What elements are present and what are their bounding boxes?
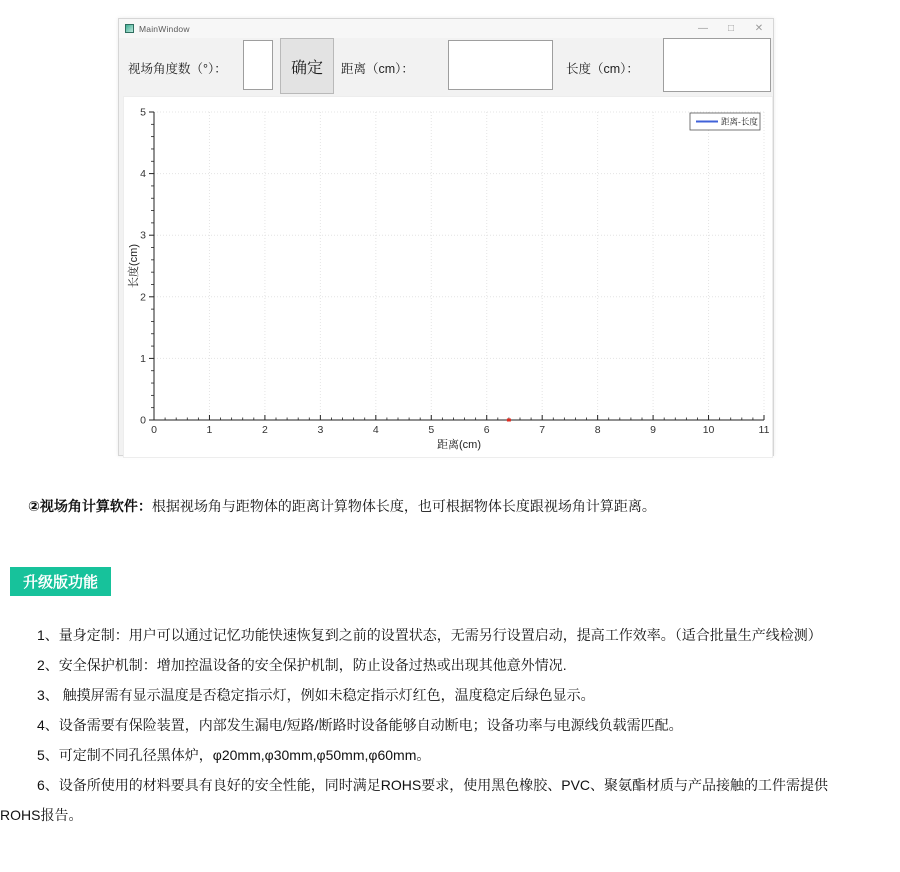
minimize-button[interactable]: — <box>698 23 708 34</box>
svg-text:6: 6 <box>483 424 490 436</box>
software-description <box>28 496 888 516</box>
svg-text:10: 10 <box>702 424 715 436</box>
maximize-button[interactable]: □ <box>727 23 735 34</box>
description-body: 根据视场角与距物体的距离计算物体长度，也可根据物体长度跟视场角计算距离。 <box>151 498 656 514</box>
feature-list <box>0 620 848 830</box>
length-label: 长度（cm）： <box>566 62 639 76</box>
upgraded-features-badge: 升级版功能 <box>10 567 111 596</box>
svg-text:长度(cm): 长度(cm) <box>128 244 140 288</box>
svg-text:5: 5 <box>140 106 146 119</box>
svg-text:7: 7 <box>539 424 546 436</box>
feature-item: 4、设备需要有保险装置，内部发生漏电/短路/断路时设备能够自动断电；设备功率与电源线负载需匹配。 <box>37 717 683 733</box>
feature-item: 3、 触摸屏需有显示温度是否稳定指示灯，例如未稳定指示灯红色，温度稳定后绿色显示。 <box>37 687 595 703</box>
svg-text:4: 4 <box>372 424 379 436</box>
titlebar[interactable] <box>119 19 773 38</box>
svg-text:9: 9 <box>650 424 657 436</box>
fov-label: 视场角度数（°）： <box>128 62 227 76</box>
svg-text:1: 1 <box>140 352 146 365</box>
feature-item: 1、量身定制：用户可以通过记忆功能快速恢复到之前的设置状态，无需另行设置启动，提高工作效率。（适合批量生产线检测） <box>37 627 822 643</box>
description-lead: ②视场角计算软件： <box>28 498 152 514</box>
feature-item: 2、安全保护机制：增加控温设备的安全保护机制，防止设备过热或出现其他意外情况. <box>37 657 567 673</box>
distance-label: 距离（cm）： <box>341 62 414 76</box>
svg-text:8: 8 <box>594 424 601 436</box>
svg-text:距离(cm): 距离(cm) <box>437 439 481 451</box>
close-button[interactable]: ✕ <box>754 23 764 34</box>
svg-text:0: 0 <box>140 414 146 427</box>
svg-text:0: 0 <box>151 424 157 436</box>
feature-item: 5、可定制不同孔径黑体炉，φ20mm,φ30mm,φ50mm,φ60mm。 <box>37 747 431 763</box>
svg-text:3: 3 <box>140 229 146 242</box>
svg-text:5: 5 <box>428 424 435 436</box>
window-controls <box>689 19 773 38</box>
chart-legend <box>690 113 760 130</box>
svg-text:距离-长度: 距离-长度 <box>721 116 758 127</box>
fov-input[interactable] <box>243 40 273 90</box>
confirm-button[interactable]: 确定 <box>280 38 334 94</box>
svg-text:4: 4 <box>140 168 146 181</box>
main-window <box>118 18 774 456</box>
distance-length-chart <box>123 96 773 458</box>
window-title: MainWindow <box>139 23 190 34</box>
svg-text:2: 2 <box>261 424 268 436</box>
app-icon <box>125 24 134 33</box>
chart-canvas <box>124 97 772 457</box>
svg-text:11: 11 <box>758 424 770 436</box>
svg-text:3: 3 <box>317 424 324 436</box>
distance-input[interactable] <box>448 40 553 90</box>
length-input[interactable] <box>663 38 771 92</box>
svg-text:2: 2 <box>140 291 146 304</box>
svg-text:1: 1 <box>206 424 213 436</box>
feature-item: 6、设备所使用的材料要具有良好的安全性能，同时满足ROHS要求，使用黑色橡胶、PVC、聚氨酯材质与产品接触的工件需提供ROHS报告。 <box>0 777 829 823</box>
